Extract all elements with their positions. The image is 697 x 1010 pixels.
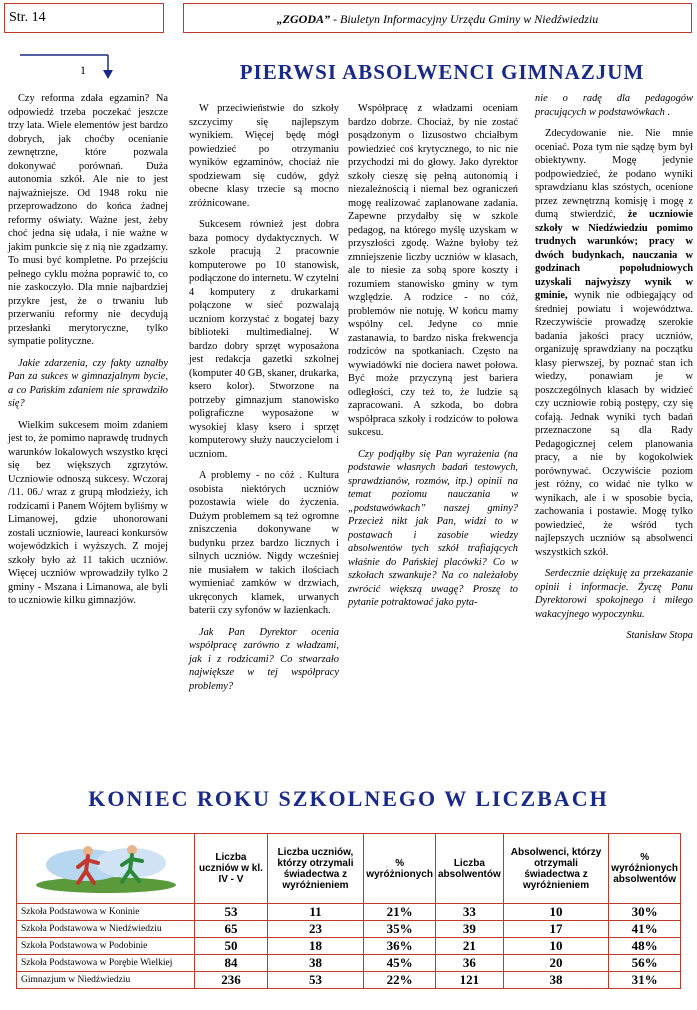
paragraph: Wielkim sukcesem moim zdaniem jest to, że pomimo naprawdę trudnych warunków lokalowych wszystko kręci się bez większych zgrzytów. Uczniowie odnoszą sukcesy. Wczoraj /11. 06./ wraz z grupą młodzieży, ich rodzicami i Panem Wójtem byliśmy w Limanowej, gdzie uhonorowani zostali uczniowie, laureaci konkursów wojewódzkich i wyższych. Z mojej szkoły było aż 11 takich uczniów. Więcej uczniów wprowadziły tylko 2 gminy - Mszana i Limanowa, ale byli to uczniowie kilku gimnazjów. (8, 419, 168, 606)
table-cell: 23 (267, 921, 364, 938)
column-header: Liczba absolwentów (435, 834, 503, 904)
continuation-arrow-icon (20, 50, 120, 80)
stats-table (16, 833, 681, 989)
article-title: PIERWSI ABSOLWENCI GIMNAZJUM (239, 60, 645, 84)
article-column-1 (8, 92, 168, 616)
table-cell: 236 (195, 972, 267, 989)
bulletin-name: „ZGODA” (276, 12, 331, 26)
svg-text:1: 1 (80, 63, 86, 77)
table-cell: 38 (267, 955, 364, 972)
table-row (17, 955, 681, 972)
school-name: Szkoła Podstawowa w Porębie Wielkiej (17, 955, 195, 972)
column-header: % wyróżnionych absolwentów (609, 834, 681, 904)
table-cell: 65 (195, 921, 267, 938)
paragraph: A problemy - no cóż . Kultura osobista niektórych uczniów pozostawia wiele do życzenia. Dużym problemem są też ogromne zniszczenia dokonywane w budynku przez bardzo licznych i silnych uczniów. Nigdy wcześniej nie musiałem w takich ilościach wymieniać zamków w drzwiach, ukręconych klamek, urwanych baterii czy syfonów w łazienkach. (189, 470, 339, 616)
table-cell: 41% (609, 921, 681, 938)
paragraph-part: Zdecydowanie nie. Nie mnie oceniać. Poza tym nie sądzę bym był obiektywny. Mogę jedynie podpowiedzieć, że podano wyniki sprawdzianu klas szóstych, ocenione przez zewnętrzną komisję i mogę z dumą stwierdzić, (535, 128, 693, 220)
interview-question: Jakie zdarzenia, czy fakty uznałby Pan za sukces w gimnazjalnym bycie, a co Pańskim zdaniem nie sprawdziło się? (8, 357, 168, 409)
column-header: Absolwenci, którzy otrzymali świadectwa z wyróżnieniem (503, 834, 609, 904)
column-header: Liczba uczniów, którzy otrzymali świadectwa z wyróżnieniem (267, 834, 364, 904)
article-column-2 (189, 102, 339, 701)
table-cell: 39 (435, 921, 503, 938)
table-cell: 17 (503, 921, 609, 938)
paragraph: Współpracę z władzami oceniam bardzo dobrze. Chociaż, by nie zostać posądzonym o lizusostwo chciałbym powiedzieć coś krytycznego, to nic nie przychodzi mi do głowy. Jako dyrektor szkoły cieszę się pełną autonomią i niezależnością i niemal bez ograniczeń mogę realizować zaplanowane zadania. Zapewne przydałby się w szkole pedagog, na którego myślę uzyskam w przyszłości zgodę. Ważne byłoby też zmniejszenie liczby uczniów w klasach, ale to niesie za sobą spore koszty i rozumiem stanowisko gminy w tym względzie. A rodzice - no cóż, problemów nie notuję. W końcu mamy wspólny cel. Jedyne co mnie zastanawia, to bardzo niska frekwencja rodziców na spotkaniach. Często na wywiadówki nie dociera nawet połowa. Być może przyczyną jest bariera odległości, czy też to, że ludzie są zapracowani. A szkoda, bo dobra współpraca szkoły i rodziców to połowa sukcesu. (348, 103, 518, 438)
table-cell: 30% (609, 904, 681, 921)
table-cell: 50 (195, 938, 267, 955)
table-cell: 20 (503, 955, 609, 972)
paragraph-part: wynik nie odbiegający od średniej powiatu i województwa. Rzeczywiście prowadzę szerokie badania jakości pracy uczniów, organizuję sprawdziany na początku klasy pierwszej, by poznać stan ich wiedzy, ponawiam je w poszczególnych klasach by widzieć czy uczniowie robią postępy, czy się cofają. Jednak wyniki tych badań przeznaczone są dla Rady Pedagogicznej celem planowania pracy, a nie by kogokolwiek porównywać. Oczywiście poziom jest różny, co widać nie tylko w wynikach, ale i w sposobie bycia, zachowania i postawie. Mogę tylko powiedzieć, że wśród tych najlepszych uczniów są absolwenci wszystkich szkół. (535, 290, 693, 558)
author-signature: Stanisław Stopa (626, 630, 693, 641)
runners-icon (26, 837, 186, 897)
table-cell: 36 (435, 955, 503, 972)
column-header: % wyróżnionych (364, 834, 436, 904)
table-cell: 18 (267, 938, 364, 955)
table-cell: 11 (267, 904, 364, 921)
runners-illustration (17, 834, 195, 904)
table-cell: 21 (435, 938, 503, 955)
school-name: Gimnazjum w Niedźwiedziu (17, 972, 195, 989)
paragraph: W przeciwieństwie do szkoły szczycimy się najlepszym wynikiem. Więcej będę mógł powiedzieć po otrzymaniu wyników egzaminów, chociaż nie spodziewam się cudów, gdyż obecne klasy trzecie są mocno zróżnicowane. (189, 103, 339, 209)
table-cell: 56% (609, 955, 681, 972)
stats-title: KONIEC ROKU SZKOLNEGO W LICZBACH (88, 786, 609, 811)
school-name: Szkoła Podstawowa w Niedźwiedziu (17, 921, 195, 938)
paragraph (535, 127, 693, 559)
table-cell: 22% (364, 972, 436, 989)
table-cell: 38 (503, 972, 609, 989)
table-cell: 21% (364, 904, 436, 921)
table-cell: 31% (609, 972, 681, 989)
interview-question-end: nie o radę dla pedagogów pracujących w podstawówkach . (535, 93, 693, 118)
table-cell: 48% (609, 938, 681, 955)
interview-question: Jak Pan Dyrektor ocenia współpracę zarówno z władzami, jak i z rodzicami? Co stwarzało największe w tej współpracy problemy? (189, 626, 339, 692)
table-row (17, 938, 681, 955)
table-cell: 33 (435, 904, 503, 921)
table-cell: 45% (364, 955, 436, 972)
table-cell: 53 (195, 904, 267, 921)
interview-question: Czy podjąłby się Pan wyrażenia (na podstawie własnych badań testowych, sprawdzianów, rozmów, itp.) opinii na temat poziomu nauczania w „podstawówkach” naszej gminy? Przecież nikt jak Pan, widzi to w postawach i zasobie wiedzy absolwentów tych szkół trafiających właśnie do Pańskiej placówki? Co w szkołach szwankuje? Na co należałoby zwrócić większą uwagę? Proszę to pytanie potraktować jako pyta- (348, 448, 518, 608)
table-header-row (17, 834, 681, 904)
page-number: Str. 14 (4, 3, 164, 33)
bulletin-subtitle: - Biuletyn Informacyjny Urzędu Gminy w Niedźwiedziu (330, 12, 599, 26)
table-cell: 84 (195, 955, 267, 972)
table-cell: 36% (364, 938, 436, 955)
closing-thanks: Serdecznie dziękuję za przekazanie opinii i informacje. Życzę Panu Dyrektorowi spokojnego i miłego wakacyjnego wypoczynku. (535, 568, 693, 620)
paragraph: Sukcesem również jest dobra baza pomocy dydaktycznych. W szkole pracują 2 pracownie komputerowe po 10 stanowisk, podłączone do internetu. W czytelni 4 komputery z drukarkami połączone w sieć pozwalają uczniom korzystać z bogatej bazy biblioteki multimedialnej. W bardzo dobry sprzęt wyposażona jest redakcja gazetki szkolnej (komputer 40 GB, skaner, drukarka, ksero kolor). Stworzone na potrzeby gimnazjum stanowisko poligraficzne wyposażone w wysokiej klasy ksero i sprzęt komputerowy służy nauczycielom i uczniom. (189, 219, 339, 460)
article-column-3 (348, 102, 518, 618)
table-cell: 10 (503, 904, 609, 921)
bulletin-header (183, 3, 692, 33)
table-cell: 121 (435, 972, 503, 989)
table-cell: 35% (364, 921, 436, 938)
article-column-4 (535, 92, 693, 651)
table-row (17, 904, 681, 921)
highlighted-text: że uczniowie szkoły w Niedźwiedziu pomimo trudnych warunków; pracy w dwóch budynkach, nauczania w godzinach popołudniowych uzyskali najwyższy wynik w gminie, (535, 209, 693, 301)
paragraph: Czy reforma zdała egzamin? Na odpowiedź trzeba poczekać jeszcze trzy lata. Wiele elementów jest bardzo dobrych, jak choćby ocenianie zewnętrzne, które pozwala dokonywać porównań. Duża autonomia szkół. Ale nie to jest najważniejsze. Od 1948 roku nie przeprowadzono do końca żadnej reformy oświaty. Ważne jest, żeby choć jedna się udała, i nie ważne w jakim punkcie się z nią nie zgadzamy. To musi być kompletne. Po przejściu pełnego cyklu można poprawić to, co nie zaskoczyło. Dla mnie najbardziej przykre jest, że o trwaniu lub przerwaniu reformy nie decydują przesłanki merytoryczne, tylko sympatie polityczne. (8, 93, 168, 347)
table-cell: 10 (503, 938, 609, 955)
school-name: Szkoła Podstawowa w Podobinie (17, 938, 195, 955)
column-header: Liczba uczniów w kl. IV - V (195, 834, 267, 904)
table-row (17, 921, 681, 938)
table-cell: 53 (267, 972, 364, 989)
school-name: Szkoła Podstawowa w Koninie (17, 904, 195, 921)
table-row (17, 972, 681, 989)
